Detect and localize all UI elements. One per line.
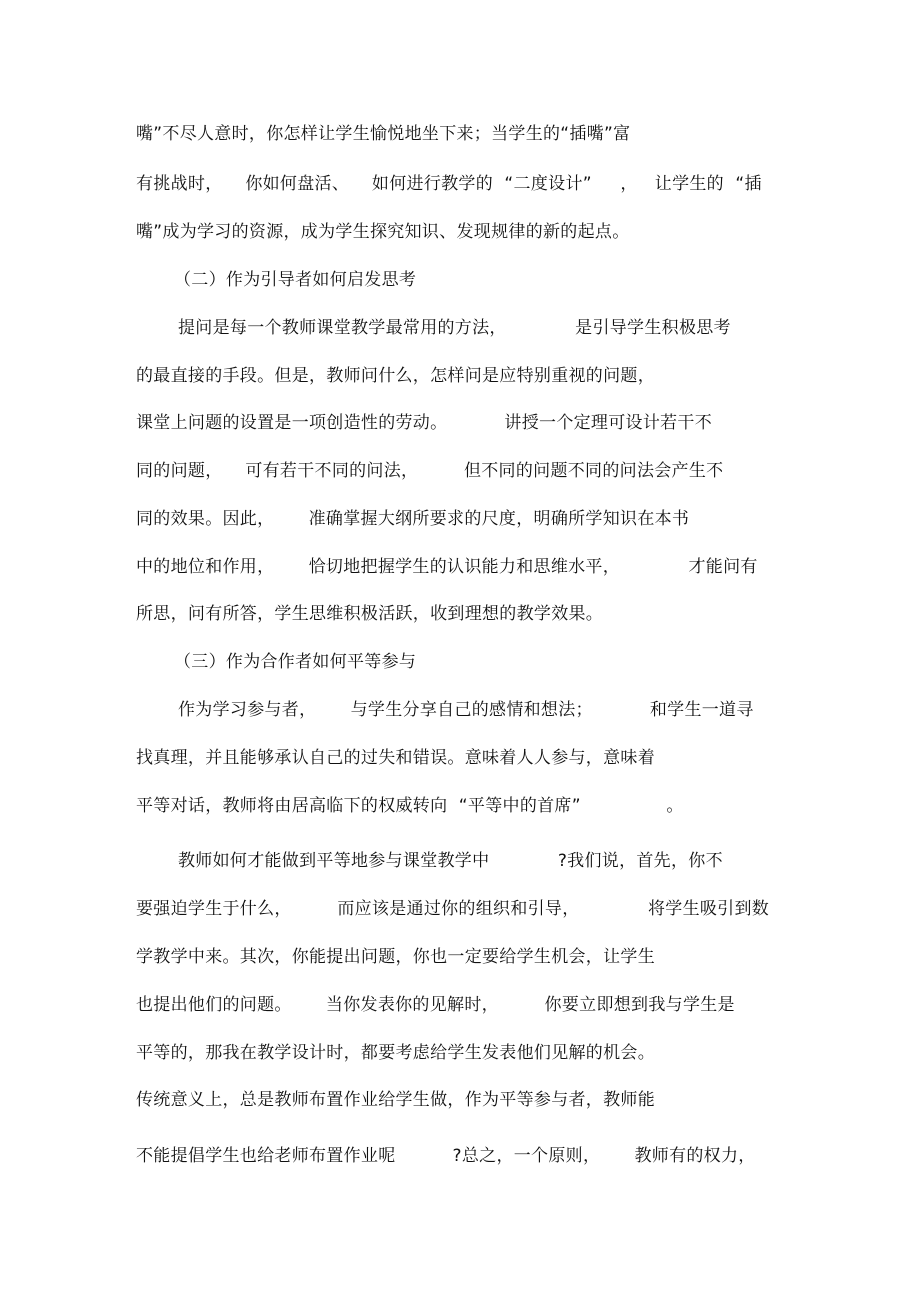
text-line: 同的效果。因此， 准确掌握大纲所要求的尺度，明确所学知识在本书 (136, 509, 690, 529)
paragraph-start-line: 提问是每一个教师课堂教学最常用的方法， 是引导学生积极思考 (178, 318, 731, 338)
section-heading: （三）作为合作者如何平等参与 (174, 652, 417, 672)
paragraph-start-line: 作为学习参与者， 与学生分享自己的感情和想法； 和学生一道寻 (178, 700, 754, 720)
text-line: 学教学中来。其次，你能提出问题，你也一定要给学生机会，让学生 (136, 947, 655, 967)
paragraph-start-line: 教师如何才能做到平等地参与课堂教学中 ?我们说，首先，你不 (178, 851, 723, 871)
text-line: 有挑战时， 你如何盘活、 如何进行教学的 “二度设计” ， 让学生的 “插 (136, 174, 762, 194)
text-line: 嘴”成为学习的资源，成为学生探究知识、发现规律的新的起点。 (136, 222, 630, 242)
text-line: 课堂上问题的设置是一项创造性的劳动。 讲授一个定理可设计若干不 (136, 413, 713, 433)
text-line: 同的问题， 可有若干不同的问法， 但不同的问题不同的问法会产生不 (136, 461, 724, 481)
text-line: 要强迫学生于什么， 而应该是通过你的组织和引导， 将学生吸引到数 (136, 899, 770, 919)
text-line: 找真理，并且能够承认自己的过失和错误。意味着人人参与，意味着 (136, 748, 655, 768)
text-line: 传统意义上，总是教师布置作业给学生做，作为平等参与者，教师能 (136, 1090, 655, 1110)
text-line: 平等的，那我在教学设计时，都要考虑给学生发表他们见解的机会。 (136, 1043, 655, 1063)
text-line: 平等对话，教师将由居高临下的权威转向 “平等中的首席” 。 (136, 796, 684, 816)
text-line: 嘴”不尽人意时，你怎样让学生愉悦地坐下来；当学生的“插嘴”富 (136, 124, 631, 144)
text-line: 不能提倡学生也给老师布置作业呢 ?总之，一个原则， 教师有的权力， (136, 1146, 756, 1166)
text-line: 所思，问有所答，学生思维积极活跃，收到理想的教学效果。 (136, 604, 604, 624)
text-line: 的最直接的手段。但是，教师问什么，怎样问是应特别重视的问题， (136, 366, 655, 386)
section-heading: （二）作为引导者如何启发思考 (174, 270, 417, 290)
text-line: 也提出他们的问题。 当你发表你的见解时， 你要立即想到我与学生是 (136, 995, 735, 1015)
text-line: 中的地位和作用， 恰切地把握学生的认识能力和思维水平， 才能问有 (136, 557, 758, 577)
